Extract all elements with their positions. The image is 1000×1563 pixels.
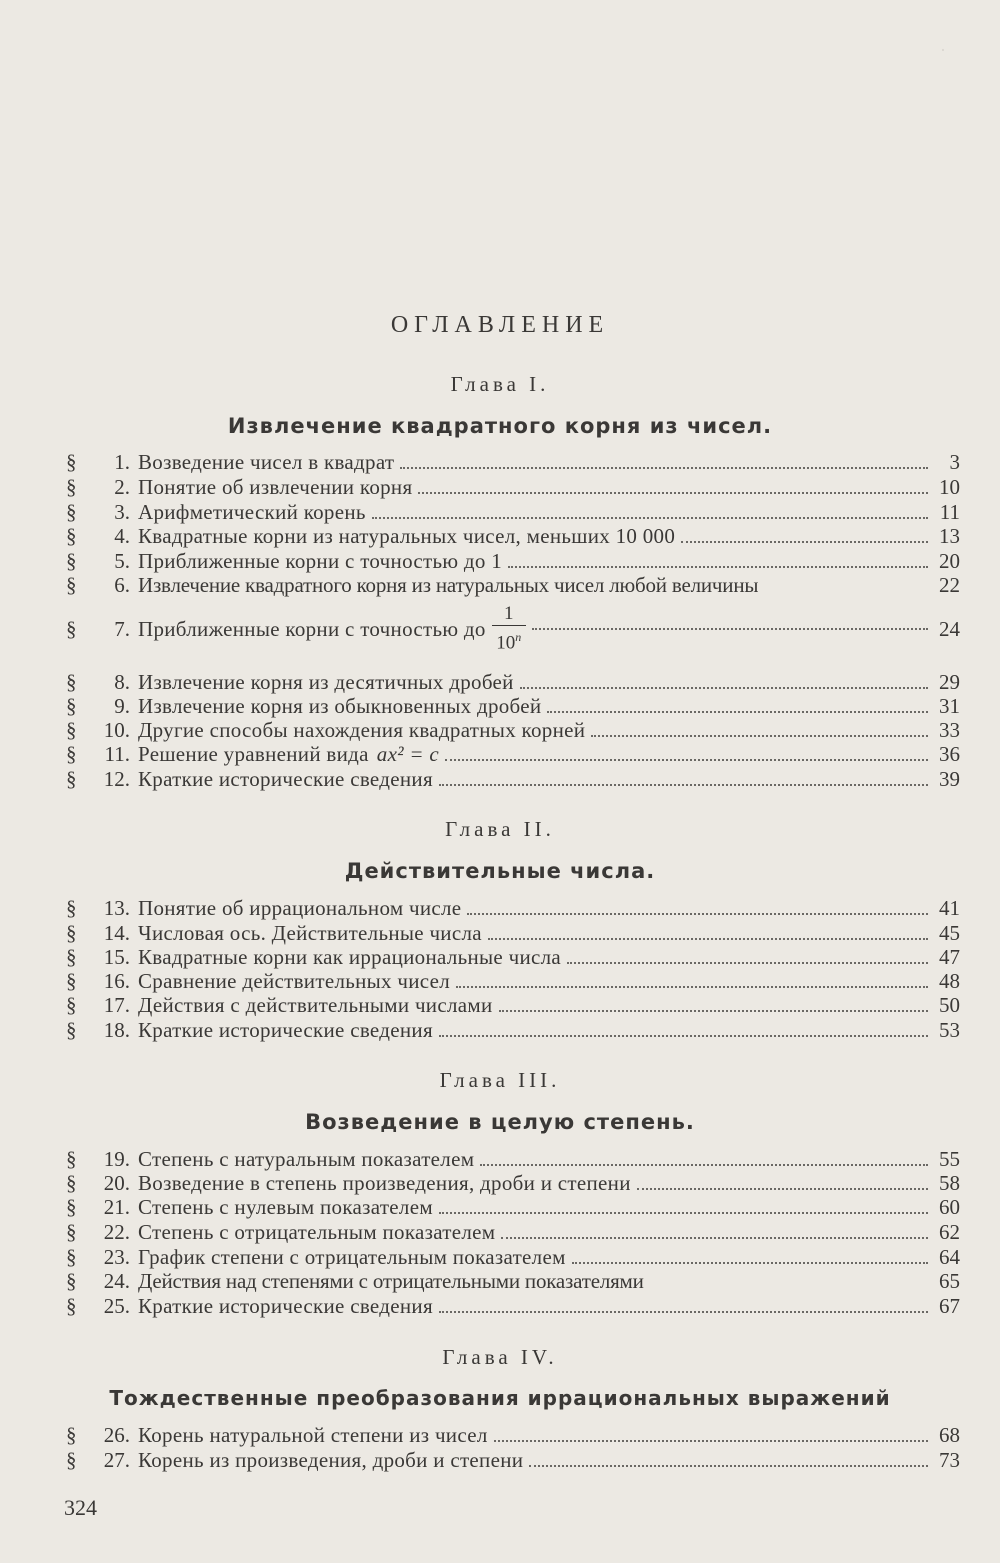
- bleed-through-mark: ·: [940, 40, 946, 60]
- toc-entry[interactable]: [66, 1269, 960, 1293]
- entry-title: Действия с действительными числами: [138, 993, 493, 1017]
- section-sign: §: [66, 969, 77, 993]
- entry-page: 22: [939, 573, 960, 597]
- entry-page: 36: [939, 742, 960, 766]
- dot-leader: [467, 913, 928, 915]
- dot-leader: [488, 938, 928, 940]
- section-sign: §: [66, 921, 77, 945]
- entry-number: 27.: [103, 1448, 130, 1472]
- dot-leader: [508, 566, 928, 568]
- page-number: 324: [64, 1495, 97, 1520]
- section-sign: §: [66, 475, 77, 499]
- toc-entry[interactable]: [66, 1171, 960, 1195]
- dot-leader: [520, 687, 928, 689]
- entry-title: Решение уравнений вида: [138, 742, 369, 766]
- entry-number: 10.: [103, 718, 130, 742]
- entry-title: Возведение в степень произведения, дроби и степени: [138, 1171, 631, 1195]
- entry-number: 18.: [103, 1018, 130, 1042]
- entry-number: 7.: [114, 617, 130, 641]
- section-sign: §: [66, 1220, 77, 1244]
- toc-entry[interactable]: [66, 1147, 960, 1171]
- entry-page: 68: [939, 1423, 960, 1447]
- entry-title: Степень с нулевым показателем: [138, 1195, 433, 1219]
- dot-leader: [591, 735, 928, 737]
- toc-entry[interactable]: [66, 969, 960, 993]
- dot-leader: [456, 986, 928, 988]
- entry-title: Корень натуральной степени из чисел: [138, 1423, 488, 1447]
- entry-title: Квадратные корни из натуральных чисел, меньших 10 000: [138, 524, 676, 548]
- dot-leader: [439, 784, 928, 786]
- entry-page: 48: [939, 969, 960, 993]
- entry-page: 62: [939, 1220, 960, 1244]
- section-sign: §: [66, 670, 77, 694]
- toc-entry[interactable]: [66, 896, 960, 920]
- entry-title: Возведение чисел в квадрат: [138, 450, 395, 474]
- fraction: [492, 603, 526, 654]
- section-sign: §: [66, 993, 77, 1017]
- entry-page: 29: [939, 670, 960, 694]
- entry-title: Извлечение корня из обыкновенных дробей: [138, 694, 542, 718]
- entry-title: Степень с отрицательным показателем: [138, 1220, 496, 1244]
- entry-title: Извлечение квадратного корня из натуральных чисел любой величины: [138, 573, 759, 597]
- chapter-title: Возведение в целую степень.: [305, 1110, 695, 1134]
- entry-title: Приближенные корни с точностью до 1: [138, 549, 503, 573]
- entry-page: 31: [939, 694, 960, 718]
- entry-page: 50: [939, 993, 960, 1017]
- toc-entry[interactable]: [66, 718, 960, 742]
- dot-leader: [547, 711, 928, 713]
- chapter-label: Глава II.: [445, 817, 555, 841]
- entry-title: Понятие об иррациональном числе: [138, 896, 462, 920]
- toc-entry[interactable]: [66, 921, 960, 945]
- entry-number: 23.: [103, 1245, 130, 1269]
- dot-leader: [418, 492, 928, 494]
- entry-title: Краткие исторические сведения: [138, 767, 433, 791]
- toc-entry[interactable]: [66, 450, 960, 474]
- chapter-label: Глава III.: [439, 1068, 561, 1092]
- section-sign: §: [66, 1269, 77, 1293]
- entry-title: Сравнение действительных чисел: [138, 969, 451, 993]
- toc-entry[interactable]: [66, 1245, 960, 1269]
- entry-page: 33: [939, 718, 960, 742]
- section-sign: §: [66, 1018, 77, 1042]
- dot-leader: [439, 1035, 928, 1037]
- toc-entry[interactable]: [66, 945, 960, 969]
- entry-page: 73: [939, 1448, 960, 1472]
- entry-title: График степени с отрицательным показателем: [138, 1245, 566, 1269]
- entry-page: 53: [939, 1018, 960, 1042]
- entry-number: 5.: [114, 549, 130, 573]
- dot-leader: [480, 1164, 928, 1166]
- entry-number: 12.: [103, 767, 130, 791]
- dot-leader: [681, 541, 928, 543]
- section-sign: §: [66, 573, 77, 597]
- section-sign: §: [66, 694, 77, 718]
- entry-number: 15.: [103, 945, 130, 969]
- toc-entry[interactable]: [66, 549, 960, 573]
- chapter-title: Извлечение квадратного корня из чисел.: [227, 414, 773, 438]
- entry-title: Краткие исторические сведения: [138, 1294, 433, 1318]
- toc-entry[interactable]: [66, 500, 960, 524]
- entry-page: 64: [939, 1245, 960, 1269]
- section-sign: §: [66, 896, 77, 920]
- entry-number: 9.: [114, 694, 130, 718]
- entry-page: 39: [939, 767, 960, 791]
- entry-title: Извлечение корня из десятичных дробей: [138, 670, 514, 694]
- entry-number: 24.: [103, 1269, 130, 1293]
- entry-title: Степень с натуральным показателем: [138, 1147, 475, 1171]
- dot-leader: [400, 467, 928, 469]
- toc-entry[interactable]: [66, 600, 960, 658]
- entry-number: 16.: [103, 969, 130, 993]
- entry-number: 25.: [103, 1294, 130, 1318]
- section-sign: §: [66, 500, 77, 524]
- equation: ax² = c: [376, 742, 439, 766]
- dot-leader: [637, 1188, 928, 1190]
- entry-number: 1.: [114, 450, 130, 474]
- dot-leader: [439, 1311, 928, 1313]
- dot-leader: [532, 628, 928, 630]
- entry-page: 65: [939, 1269, 960, 1293]
- entry-number: 3.: [114, 500, 130, 524]
- entry-page: 45: [939, 921, 960, 945]
- section-sign: §: [66, 767, 77, 791]
- dot-leader: [529, 1465, 928, 1467]
- dot-leader: [372, 517, 928, 519]
- entry-title: Арифметический корень: [138, 500, 366, 524]
- toc-entry[interactable]: [66, 993, 960, 1017]
- section-sign: §: [66, 1448, 77, 1472]
- fraction-base: 10: [496, 632, 516, 654]
- fraction-denominator: [496, 626, 521, 654]
- entry-number: 26.: [103, 1423, 130, 1447]
- entry-number: 14.: [103, 921, 130, 945]
- fraction-numerator: 1: [503, 603, 514, 625]
- entry-page: 13: [939, 524, 960, 548]
- dot-leader: [499, 1010, 929, 1012]
- entry-page: 11: [939, 500, 960, 524]
- page-title: ОГЛАВЛЕНИЕ: [390, 312, 610, 338]
- entry-number: 6.: [114, 573, 130, 597]
- section-sign: §: [66, 1423, 77, 1447]
- entry-page: 67: [939, 1294, 960, 1318]
- toc-entry[interactable]: [66, 767, 960, 791]
- section-sign: §: [66, 1195, 77, 1219]
- entry-page: 47: [939, 945, 960, 969]
- chapter-title: Действительные числа.: [344, 859, 656, 883]
- toc-entry[interactable]: [66, 694, 960, 718]
- section-sign: §: [66, 1245, 77, 1269]
- toc-entry[interactable]: [66, 1220, 960, 1244]
- entry-title: Квадратные корни как иррациональные числа: [138, 945, 562, 969]
- section-sign: §: [66, 524, 77, 548]
- dot-leader: [445, 759, 928, 761]
- entry-number: 4.: [114, 524, 130, 548]
- entry-number: 21.: [103, 1195, 130, 1219]
- entry-page: 58: [939, 1171, 960, 1195]
- entry-page: 24: [939, 617, 960, 641]
- toc-entry[interactable]: [66, 1018, 960, 1042]
- section-sign: §: [66, 617, 77, 641]
- dot-leader: [501, 1237, 928, 1239]
- toc-entry[interactable]: [66, 573, 960, 597]
- toc-entry[interactable]: [66, 1448, 960, 1472]
- entry-page: 41: [939, 896, 960, 920]
- dot-leader: [572, 1262, 928, 1264]
- section-sign: §: [66, 742, 77, 766]
- toc-entry[interactable]: [66, 670, 960, 694]
- section-sign: §: [66, 1171, 77, 1195]
- section-sign: §: [66, 718, 77, 742]
- entry-number: 8.: [114, 670, 130, 694]
- toc-entry[interactable]: [66, 475, 960, 499]
- entry-number: 22.: [103, 1220, 130, 1244]
- entry-title: Действия над степенями с отрицательными показателями: [138, 1269, 644, 1293]
- entry-number: 17.: [103, 993, 130, 1017]
- section-sign: §: [66, 1147, 77, 1171]
- entry-title: Приближенные корни с точностью до: [138, 617, 486, 641]
- toc-entry[interactable]: [66, 524, 960, 548]
- entry-title: Понятие об извлечении корня: [138, 475, 413, 499]
- entry-number: 2.: [114, 475, 130, 499]
- dot-leader: [567, 962, 928, 964]
- entry-title: Корень из произведения, дроби и степени: [138, 1448, 524, 1472]
- entry-title: Числовая ось. Действительные числа: [138, 921, 482, 945]
- entry-page: 3: [949, 450, 960, 474]
- section-sign: §: [66, 1294, 77, 1318]
- chapter-label: Глава IV.: [442, 1345, 558, 1369]
- entry-number: 20.: [103, 1171, 130, 1195]
- entry-number: 11.: [104, 742, 130, 766]
- dot-leader: [494, 1440, 928, 1442]
- entry-title: Краткие исторические сведения: [138, 1018, 433, 1042]
- section-sign: §: [66, 945, 77, 969]
- entry-number: 19.: [103, 1147, 130, 1171]
- entry-page: 20: [939, 549, 960, 573]
- entry-title: Другие способы нахождения квадратных корней: [138, 718, 586, 742]
- chapter-title: Тождественные преобразования иррациональных выражений: [109, 1386, 891, 1410]
- toc-entry[interactable]: [66, 1195, 960, 1219]
- entry-page: 55: [939, 1147, 960, 1171]
- entry-page: 60: [939, 1195, 960, 1219]
- section-sign: §: [66, 450, 77, 474]
- entry-number: 13.: [103, 896, 130, 920]
- toc-entry[interactable]: [66, 1423, 960, 1447]
- fraction-exponent: n: [515, 630, 522, 645]
- toc-entry[interactable]: [66, 1294, 960, 1318]
- section-sign: §: [66, 549, 77, 573]
- toc-entry[interactable]: [66, 742, 960, 766]
- entry-page: 10: [939, 475, 960, 499]
- dot-leader: [439, 1212, 928, 1214]
- chapter-label: Глава I.: [450, 372, 550, 396]
